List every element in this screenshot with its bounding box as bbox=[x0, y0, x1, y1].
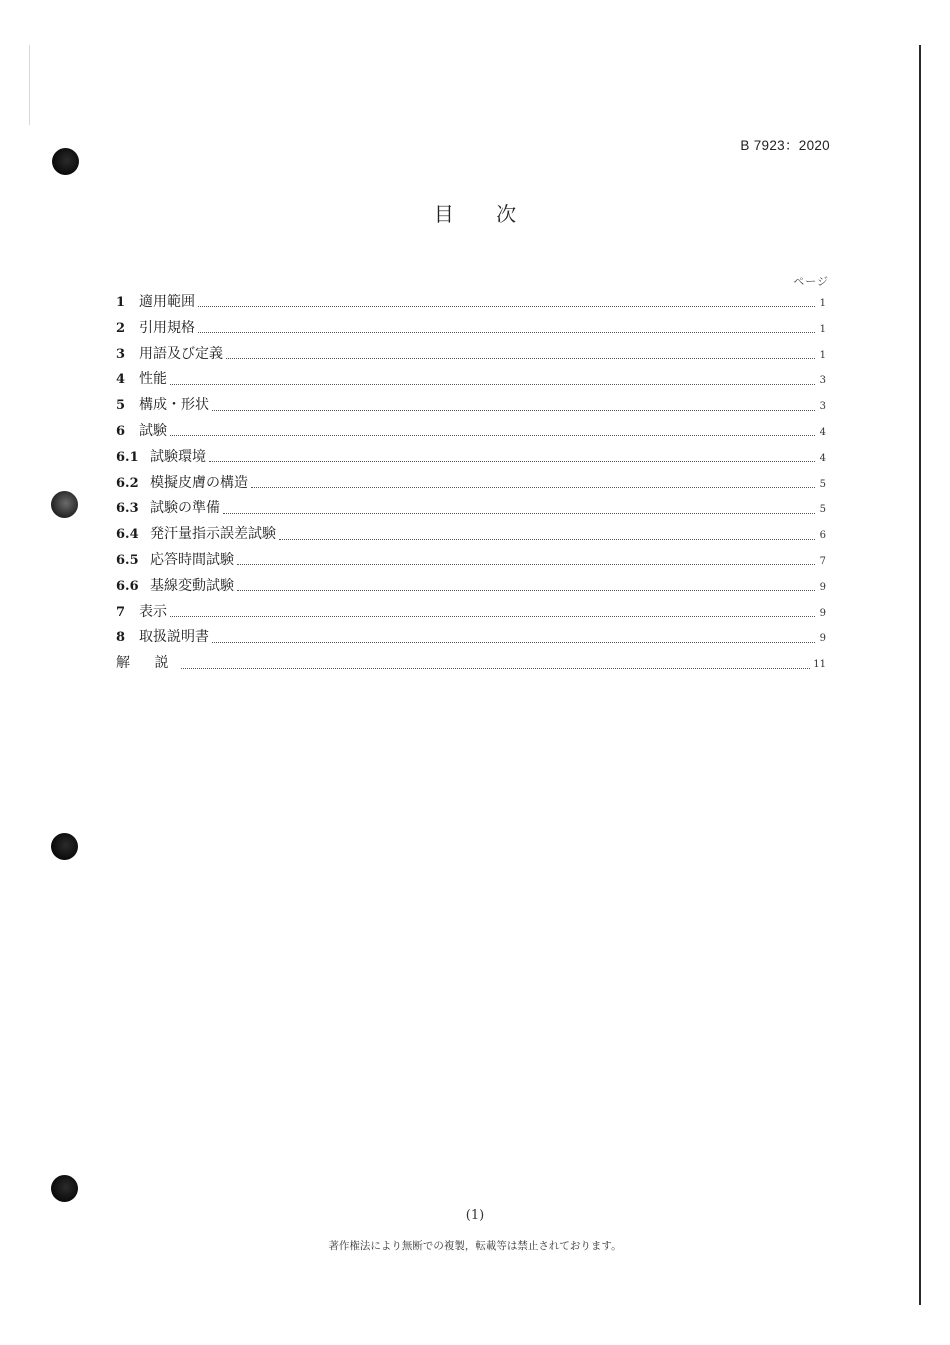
toc-entry-number: 5 bbox=[116, 398, 126, 414]
toc-entry-number: 6 bbox=[116, 423, 126, 439]
dot-leader bbox=[181, 668, 810, 669]
scan-edge-line-left bbox=[29, 45, 30, 125]
toc-entry[interactable] bbox=[116, 445, 826, 471]
toc-entry-label: 性能 bbox=[139, 371, 167, 388]
toc-entry-page: 3 bbox=[819, 375, 826, 387]
toc-entry[interactable] bbox=[116, 651, 826, 677]
toc-entry[interactable] bbox=[116, 522, 826, 548]
toc-entry-label: 試験の準備 bbox=[150, 500, 220, 517]
toc-entry-page: 1 bbox=[819, 349, 826, 361]
toc-entry-number: 7 bbox=[116, 604, 126, 620]
toc-entry[interactable] bbox=[116, 548, 826, 574]
toc-entry-label: 表示 bbox=[139, 603, 167, 620]
toc-entry-page: 11 bbox=[813, 659, 826, 671]
page-title: 目 次 bbox=[433, 202, 535, 226]
toc-entry-page: 1 bbox=[819, 298, 826, 309]
toc-entry[interactable] bbox=[116, 290, 826, 316]
dot-leader bbox=[212, 410, 815, 411]
toc-entry-label: 適用範囲 bbox=[139, 294, 195, 310]
toc-entry-label: 解 説 bbox=[116, 655, 179, 672]
toc-entry-page: 5 bbox=[819, 478, 826, 490]
dot-leader bbox=[209, 461, 815, 462]
copyright-notice: 著作権法により無断での複製，転載等は禁止されております。 bbox=[328, 1240, 622, 1252]
toc-entry[interactable] bbox=[116, 316, 826, 342]
toc-entry-number: 4 bbox=[116, 372, 126, 388]
toc-entry-number: 6.2 bbox=[116, 475, 139, 491]
scan-edge-line-right bbox=[919, 45, 921, 1305]
dot-leader bbox=[212, 642, 815, 643]
dot-leader bbox=[198, 332, 815, 333]
toc-entry-number: 3 bbox=[116, 346, 126, 362]
dot-leader bbox=[237, 564, 815, 565]
dot-leader bbox=[198, 306, 815, 307]
toc-entry-label: 模擬皮膚の構造 bbox=[150, 474, 248, 491]
dot-leader bbox=[223, 513, 815, 514]
toc-entry[interactable] bbox=[116, 342, 826, 368]
toc-entry-page: 9 bbox=[819, 633, 826, 645]
toc-entry-number: 1 bbox=[116, 295, 126, 310]
toc-entry-page: 9 bbox=[819, 607, 826, 619]
toc-entry[interactable] bbox=[116, 393, 826, 419]
toc-entry-page: 7 bbox=[819, 555, 826, 567]
punch-hole-icon bbox=[51, 833, 78, 860]
dot-leader bbox=[170, 435, 815, 436]
dot-leader bbox=[251, 487, 815, 488]
toc-entry-label: 基線変動試験 bbox=[150, 577, 234, 594]
document-id: B 7923：2020 bbox=[740, 138, 830, 153]
dot-leader bbox=[170, 384, 815, 385]
toc-entry-number: 2 bbox=[116, 320, 126, 336]
punch-hole-icon bbox=[51, 1175, 78, 1202]
dot-leader bbox=[170, 616, 815, 617]
table-of-contents bbox=[116, 290, 826, 677]
toc-entry-label: 試験環境 bbox=[150, 448, 206, 465]
toc-entry-label: 取扱説明書 bbox=[139, 629, 209, 646]
toc-entry-number: 6.5 bbox=[116, 552, 139, 568]
toc-entry-page: 5 bbox=[819, 504, 826, 516]
toc-entry[interactable] bbox=[116, 419, 826, 445]
toc-entry-label: 発汗量指示誤差試験 bbox=[150, 526, 276, 543]
toc-entry[interactable] bbox=[116, 367, 826, 393]
footer-page-number: (1) bbox=[465, 1208, 485, 1223]
toc-entry-page: 4 bbox=[819, 452, 826, 464]
toc-entry-number: 6.6 bbox=[116, 578, 139, 594]
toc-entry-page: 9 bbox=[819, 581, 826, 593]
toc-entry-page: 4 bbox=[819, 426, 826, 438]
toc-entry-label: 構成・形状 bbox=[139, 397, 209, 414]
toc-entry-label: 試験 bbox=[139, 422, 167, 439]
toc-entry[interactable] bbox=[116, 471, 826, 497]
dot-leader bbox=[226, 358, 815, 359]
toc-entry[interactable] bbox=[116, 574, 826, 600]
punch-hole-icon bbox=[52, 148, 79, 175]
toc-entry-number: 6.3 bbox=[116, 501, 139, 517]
toc-entry-page: 1 bbox=[819, 323, 826, 335]
toc-entry-page: 3 bbox=[819, 401, 826, 413]
toc-entry-label: 応答時間試験 bbox=[150, 551, 234, 568]
dot-leader bbox=[279, 539, 815, 540]
toc-entry[interactable] bbox=[116, 600, 826, 626]
toc-entry-number: 6.4 bbox=[116, 527, 139, 543]
toc-entry-label: 用語及び定義 bbox=[139, 345, 223, 362]
toc-entry[interactable] bbox=[116, 496, 826, 522]
toc-entry-number: 6.1 bbox=[116, 449, 139, 465]
toc-entry-label: 引用規格 bbox=[139, 319, 195, 336]
punch-hole-icon bbox=[51, 491, 78, 518]
dot-leader bbox=[237, 590, 815, 591]
toc-entry-page: 6 bbox=[819, 530, 826, 542]
toc-entry-number: 8 bbox=[116, 630, 126, 646]
toc-entry[interactable] bbox=[116, 625, 826, 651]
page-column-label: ページ bbox=[793, 275, 829, 288]
